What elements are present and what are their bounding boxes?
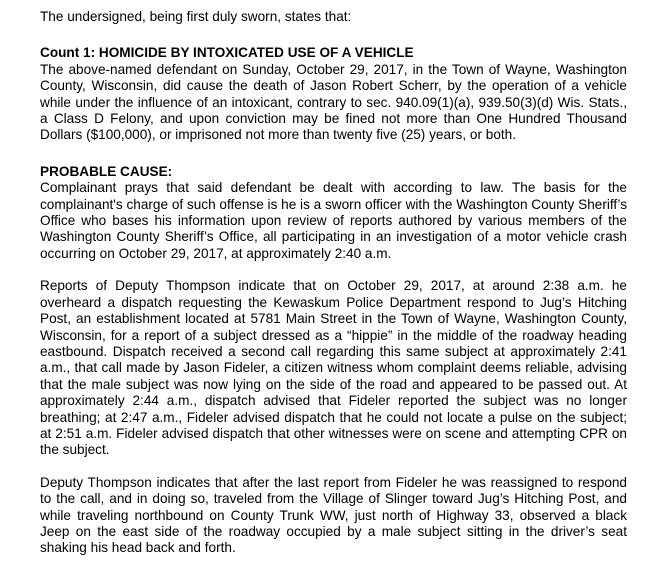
probable-cause-body [40, 180, 627, 557]
count-text: The above-named defendant on Sunday, October 29, 2017, in the Town of Wayne, Washington County, Wisconsin, did cause the death of Jason Robert Scherr, by the operation of a vehicle while under the influence of an intoxicant, contrary to sec. 940.09(1)(a), 939.50(3)(d) Wis. Stats., a Class D Felony, and upon conviction may be fined not more than One Hundred Thousand Dollars ($100,000), or imprisoned not more than twenty five (25) years, or both. [40, 61, 627, 143]
probable-cause-heading: PROBABLE CAUSE: [40, 163, 173, 179]
probable-cause-paragraph: Deputy Thompson indicates that after the last report from Fideler he was reassigned to respond to the call, and in doing so, traveled from the Village of Slinger toward Jug’s Hitching Post, and while traveling northbound on County Trunk WW, just north of Highway 33, observed a black Jeep on the east side of the roadway occupied by a male subject sitting in the driver’s seat shaking his head back and forth. [40, 474, 627, 556]
probable-cause-paragraph: Complainant prays that said defendant be dealt with according to law. The basis for the complainant's charge of such offense is he is a sworn officer with the Washington County Sheriff’s Office who bases his information upon review of reports authored by various members of the Washington County Sheriff’s Office, all participating in an investigation of a motor vehicle crash occurring on October 29, 2017, at approximately 2:40 a.m. [40, 180, 627, 261]
intro-statement: The undersigned, being first duly sworn, states that: [40, 9, 352, 24]
count-heading: Count 1: HOMICIDE BY INTOXICATED USE OF A VEHICLE [40, 45, 414, 61]
probable-cause-paragraph: Reports of Deputy Thompson indicate that on October 29, 2017, at around 2:38 a.m. he overheard a dispatch requesting the Kewaskum Police Department respond to Jug’s Hitching Post, an establishment located at 5781 Main Street in the Town of Wayne, Washington County, Wisconsin, for a report of a subject dressed as a “hippie” in the middle of the roadway heading eastbound. Dispatch received a second call regarding this same subject at approximately 2:41 a.m., that call made by Jason Fideler, a citizen witness whom complaint deems reliable, advising that the male subject was now lying on the side of the road and appeared to be passed out. At approximately 2:44 a.m., dispatch advised that Fideler reported the subject was no longer breathing; at 2:47 a.m., Fideler advised dispatch that he could not locate a pulse on the subject; at 2:51 a.m. Fideler advised dispatch that other witnesses were on scene and attempting CPR on the subject. [40, 278, 627, 458]
